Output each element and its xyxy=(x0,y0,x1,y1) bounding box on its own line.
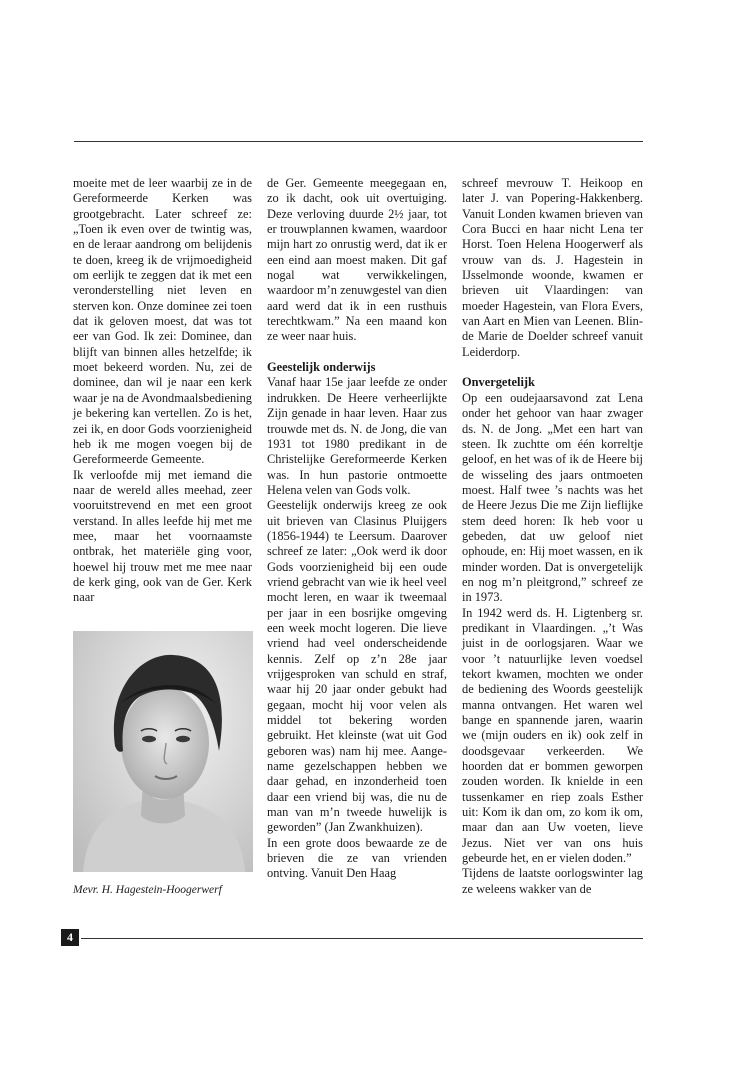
section-heading: Onvergetelijk xyxy=(462,375,535,390)
paragraph-spacer xyxy=(462,360,643,375)
paragraph: In 1942 werd ds. H. Ligtenberg sr. predikant in Vlaardingen. „’t Was juist in de oorlogsjaren. Waar we voor ’t natuurlijke leven voedsel tekort kwamen, mochten we onder de bediening des Woords geestelijk manna ontvangen. Het waren wel bange en spannende jaren, waarin we (mijn ouders en ik) ook zelf in doodsgevaar verkeerden. We hoorden dat er bommen geworpen zouden worden. Ik knielde in een tussenkamer en riep zoals Esther uit: Kom ik dan om, zo kom ik om, maar dan aan Uw voeten, lieve Jezus. Niet ver van ons huis gebeurde het, en er vielen doden.” xyxy=(462,605,643,866)
text-column-3 xyxy=(462,176,643,897)
paragraph: In een grote doos bewaarde ze de brieven die ze van vrienden ontving. Vanuit Den Haag xyxy=(267,835,447,881)
paragraph: de Ger. Gemeente meegegaan en, zo ik dacht, ook uit overtuiging. Deze verloving duurde 2½ jaar, tot er trouwplannen kwamen, waardoor mijn hart zo onrustig werd, dat ik er een eind aan moest maken. Dit gaf nogal wat verwikkelingen, waardoor m’n zenuwgestel van dien aard werd dat ik in een rusthuis terechtkwam.” Na een maand kon ze weer naar huis. xyxy=(267,176,447,344)
paragraph: Geestelijk onderwijs kreeg ze ook uit brieven van Clasinus Pluijgers (1856-1944) te Leersum. Daarover schreef ze later: „Ook werd ik door Gods voorzienigheid bij een oude vriend gebracht van wie ik heel veel mocht leren, en waar ik tweemaal per jaar in een bosrijke omgeving een week mocht logeren. Die lieve vriend had veel onderscheidende kennis. Zelf op z’n 28e jaar vrijgesproken van schuld en straf, waar hij 20 jaar onder gebukt had gegaan, mocht hij voor velen als middel tot bekering worden gebruikt. Het kleinste (wat uit God geboren was) nam hij mee. Aangename gezelschappen hebben we daar gehad, en inzonderheid toen daar een vriend bij was, die nu de man van m’n tweede huwelijk is geworden” (Jan Zwankhuizen). xyxy=(267,498,447,835)
bottom-rule xyxy=(81,938,643,939)
paragraph: Tijdens de laatste oorlogswinter lag ze weleens wakker van de xyxy=(462,866,643,896)
paragraph-spacer xyxy=(267,345,447,360)
text-column-1 xyxy=(73,176,252,606)
page-number: 4 xyxy=(61,929,79,946)
section-heading: Geestelijk onderwijs xyxy=(267,360,376,375)
top-rule xyxy=(74,141,643,142)
paragraph: moeite met de leer waarbij ze in de Gereformeerde Kerken was grootgebracht. Later schreef ze: „Toen ik even over de twintig was, en de leraar aandrong om belijdenis te doen, kreeg ik de vrijmoedigheid om eerlijk te zeggen dat ik met een veronderstelling niet leven en sterven kon. Onze dominee zei toen dat ik geloven moest, dat was tot eer van God. Ik zei: Dominee, dan blijft van binnen alles hetzelfde; ik moet bekeerd worden. Nu, zei de dominee, dan wil je naar een kerk waar je na de Avondmaalsbediening je bekering kan vertellen. Zo is het, zei ik, en door Gods voorzienigheid heb ik me mogen voegen bij de Gereformeerde Gemeente. xyxy=(73,176,252,467)
text-column-2 xyxy=(267,176,447,882)
photo-caption: Mevr. H. Hagestein-Hoogerwerf xyxy=(73,884,222,896)
paragraph: Op een oudejaarsavond zat Lena onder het gehoor van haar zwager ds. N. de Jong. „Met een hart van steen. Ik zuchtte om één korreltje geloof, en het was of ik de Heere bij de wisseling des jaars ontmoeten moest. Half twee ’s nachts was het de Heere Jezus Die me Zijn lieflijke stem deed horen: Ik heb voor u gebeden, dat uw geloof niet ophoude, en: Hij moet wassen, en ik minder worden. Dat is onvergetelijk en nog m’n pleitgrond,” schreef ze in 1973. xyxy=(462,390,643,605)
paragraph: Vanaf haar 15e jaar leefde ze onder indrukken. De Heere verheerlijkte Zijn genade in haar leven. Haar zus trouwde met ds. N. de Jong, die van 1931 tot 1980 predikant in de Christelijke Gereformeerde Kerken was. In hun pastorie ontmoette Helena velen van Gods volk. xyxy=(267,375,447,497)
portrait-photo xyxy=(73,631,253,872)
paragraph: Ik verloofde mij met iemand die naar de wereld alles meehad, zeer vooruitstrevend en met een groot verstand. In alles leefde hij met me mee, maar het voornaamste ontbrak, het materiële ging voor, hoewel hij trouw met me mee naar de kerk ging, ook van de Ger. Kerk naar xyxy=(73,467,252,605)
paragraph: schreef mevrouw T. Heikoop en later J. van Popering-Hakkenberg. Vanuit Londen kwamen brieven van Cora Bucci en haar nicht Lena ter Horst. Toen Helena Hoogerwerf als vrouw van ds. J. Hagestein in IJsselmonde woonde, kwamen er brieven uit Vlaardingen: van moeder Hagestein, van Flora Evers, van Aart en Mien van Leenen. Blinde Marie de Doelder schreef vanuit Leiderdorp. xyxy=(462,176,643,359)
